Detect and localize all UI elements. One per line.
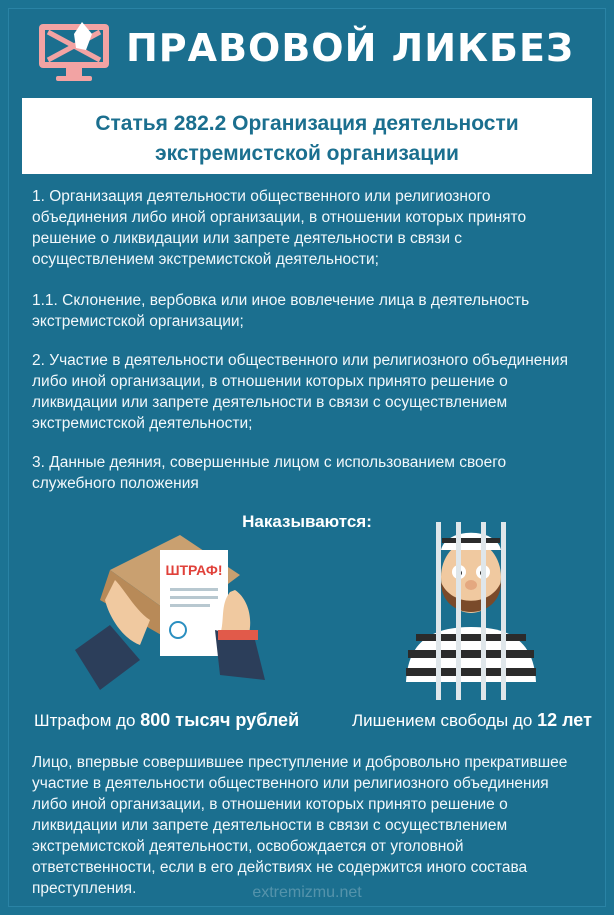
item-1: 1. Организация деятельности общественного или религиозного объединения либо иной организации, в отношении которых принято решение о ликвидации или запрете деятельности в связи с осуществлением экстремистской деятельности; [32, 188, 527, 268]
fine-caption-prefix: Штрафом до [34, 711, 141, 730]
fine-notice-label: ШТРАФ! [165, 562, 223, 578]
prisoner-icon [406, 533, 536, 682]
monitor-icon [36, 20, 112, 84]
header-title: ПРАВОВОЙ ЛИКБЕЗ [126, 26, 574, 70]
prison-caption-prefix: Лишением свободы до [352, 711, 538, 730]
fine-caption-amount: 800 тысяч рублей [140, 710, 300, 730]
article-title-box [22, 98, 592, 174]
article-title-line2: экстремистской организации [155, 142, 459, 165]
exemption-note: Лицо, впервые совершившее преступление и добровольно прекратившее участие в деятельности общественного или религиозного объединения либо иной организации, в отношении которых принято решение о ликвидации или запрете деятельности в связи с осуществлением экстремистской деятельности, освобождается от уголовной ответственности, если в его действиях не содержится иного состава преступления. [32, 754, 568, 897]
header [30, 12, 590, 90]
item-3: 3. Данные деяния, совершенные лицом с использованием своего служебного положения [32, 454, 507, 492]
prison-caption [352, 710, 592, 731]
prisoner-illustration [396, 522, 546, 702]
fine-envelope-illustration [70, 530, 270, 700]
fine-caption [34, 710, 299, 731]
article-title-line1: Статья 282.2 Организация деятельности [95, 112, 519, 135]
item-2: 2. Участие в деятельности общественного или религиозного объединения либо иной организации, в отношении которых принято решение о ликвидации или запрете деятельности в связи с осуществлением экстремистской деятельности; [32, 352, 568, 432]
item-1-1: 1.1. Склонение, вербовка или иное вовлечение лица в деятельность экстремистской организации; [32, 292, 530, 330]
prison-caption-term: 12 лет [537, 710, 592, 730]
penalties-heading: Наказываются: [242, 512, 372, 531]
watermark: extremizmu.net [252, 884, 362, 901]
